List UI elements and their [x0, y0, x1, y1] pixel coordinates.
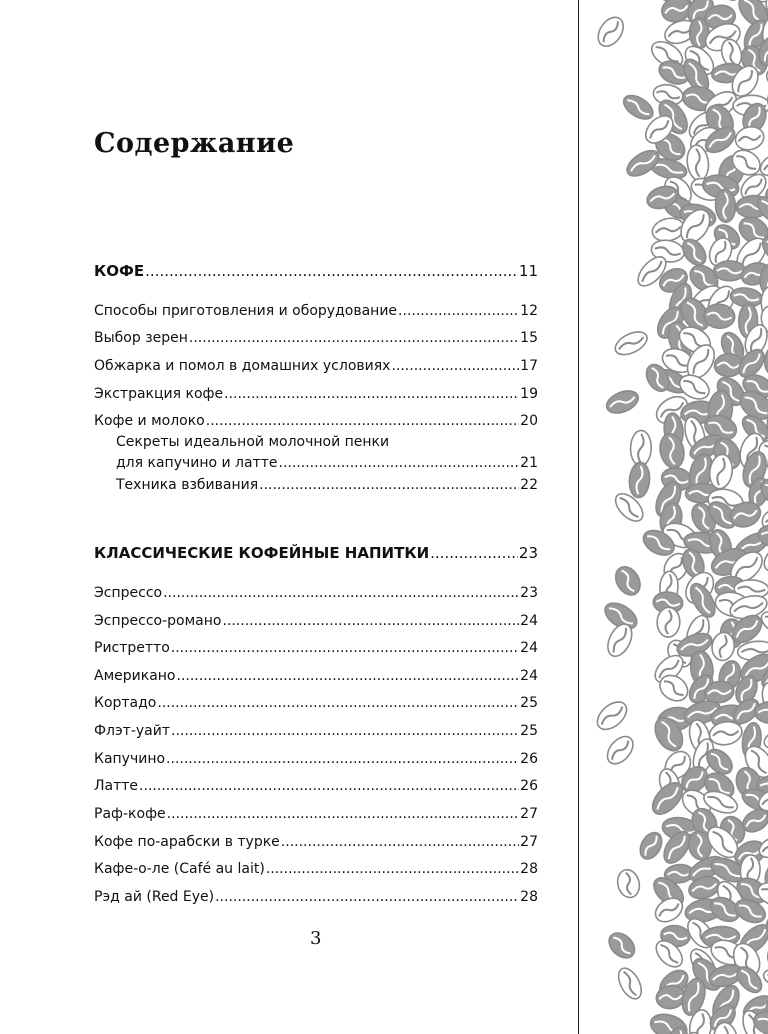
- toc-entry: [94, 777, 538, 795]
- coffee-bean-icon: [611, 562, 645, 599]
- coffee-bean-icon: [602, 732, 638, 769]
- toc-label: КОФЕ: [94, 262, 145, 280]
- toc-section-coffee: [94, 262, 538, 280]
- toc-page: 23: [520, 585, 538, 601]
- coffee-bean-icon: [623, 146, 663, 182]
- toc-page: 12: [520, 303, 538, 319]
- toc-entry: [94, 412, 538, 430]
- toc-page: 19: [520, 386, 538, 402]
- coffee-bean-icon: [714, 353, 744, 377]
- toc-label: Кафе-о-ле (Café au lait): [94, 861, 265, 877]
- toc-page: 21: [520, 455, 538, 471]
- toc-page: 26: [520, 778, 538, 794]
- toc-entry: [94, 722, 538, 740]
- toc-label: Американо: [94, 668, 176, 684]
- page-title: Содержание: [94, 128, 295, 159]
- toc-page: 26: [520, 751, 538, 767]
- toc-entry: [94, 584, 538, 602]
- toc-label: Эспрессо: [94, 585, 163, 601]
- toc-entry: [94, 329, 538, 347]
- toc-entry: [94, 612, 538, 630]
- coffee-bean-icon: [630, 430, 652, 466]
- toc-label: Кортадо: [94, 695, 157, 711]
- page-number: 3: [310, 928, 322, 949]
- coffee-bean-icon: [612, 327, 651, 359]
- toc-page: 22: [520, 477, 538, 493]
- toc-subentry: [116, 454, 538, 472]
- coffee-bean-icon: [636, 829, 666, 863]
- coffee-bean-icon: [657, 607, 681, 637]
- coffee-bean-icon: [762, 966, 768, 991]
- toc-page: 28: [520, 861, 538, 877]
- toc-page: 27: [520, 834, 538, 850]
- coffee-bean-icon: [604, 928, 639, 963]
- toc-page: 24: [520, 640, 538, 656]
- toc-page: 17: [520, 358, 538, 374]
- toc-entry: [94, 357, 538, 375]
- coffee-bean-icon: [603, 387, 641, 418]
- toc-page: 24: [520, 613, 538, 629]
- coffee-bean-icon: [593, 13, 628, 51]
- toc-section-classic-drinks: [94, 544, 538, 562]
- toc-entry: [94, 639, 538, 657]
- toc-page: 27: [520, 806, 538, 822]
- toc-entry: [94, 888, 538, 906]
- toc-label: Экстракция кофе: [94, 386, 224, 402]
- coffee-bean-illustration: [579, 0, 768, 1034]
- coffee-bean-icon: [615, 867, 643, 900]
- toc-label: Раф-кофе: [94, 806, 166, 822]
- toc-page: 23: [518, 544, 538, 562]
- toc-entry: [94, 385, 538, 403]
- toc-page: 20: [520, 413, 538, 429]
- toc-entry: [94, 860, 538, 878]
- toc-label: Капучино: [94, 751, 166, 767]
- toc-page: 11: [518, 262, 538, 280]
- toc-page: 25: [520, 723, 538, 739]
- toc-label: Ристретто: [94, 640, 170, 656]
- toc-label: Кофе и молоко: [94, 413, 205, 429]
- toc-label: КЛАССИЧЕСКИЕ КОФЕЙНЫЕ НАПИТКИ: [94, 544, 430, 562]
- toc-label: Выбор зерен: [94, 330, 188, 346]
- toc-label: Эспрессо-романо: [94, 613, 222, 629]
- toc-label: Способы приготовления и оборудование: [94, 303, 398, 319]
- toc-entry: [94, 302, 538, 320]
- toc-page: 28: [520, 889, 538, 905]
- coffee-bean-icon: [762, 724, 768, 753]
- toc-entry: [94, 667, 538, 685]
- toc-label: Обжарка и помол в домашних условиях: [94, 358, 391, 374]
- coffee-bean-icon: [592, 697, 631, 735]
- coffee-beans-pattern: [579, 0, 768, 1034]
- toc-label: Техника взбивания: [116, 477, 259, 493]
- toc-label: Кофе по-арабски в турке: [94, 834, 280, 850]
- coffee-bean-icon: [715, 189, 736, 223]
- coffee-bean-icon: [614, 964, 646, 1002]
- coffee-bean-icon: [628, 462, 651, 499]
- toc-entry: [94, 694, 538, 712]
- toc-label: Рэд ай (Red Eye): [94, 889, 215, 905]
- toc-label: для капучино и латте: [116, 455, 278, 471]
- toc-subentry: [116, 476, 538, 494]
- toc-entry: [94, 833, 538, 851]
- toc-page: 15: [520, 330, 538, 346]
- toc-label: Флэт-уайт: [94, 723, 171, 739]
- toc-page: 25: [520, 695, 538, 711]
- coffee-bean-icon: [620, 91, 657, 124]
- toc-label: Латте: [94, 778, 139, 794]
- toc-entry: [94, 750, 538, 768]
- toc-subentry-line: Секреты идеальной молочной пенки: [116, 434, 390, 450]
- toc-entry: [94, 805, 538, 823]
- toc-page: 24: [520, 668, 538, 684]
